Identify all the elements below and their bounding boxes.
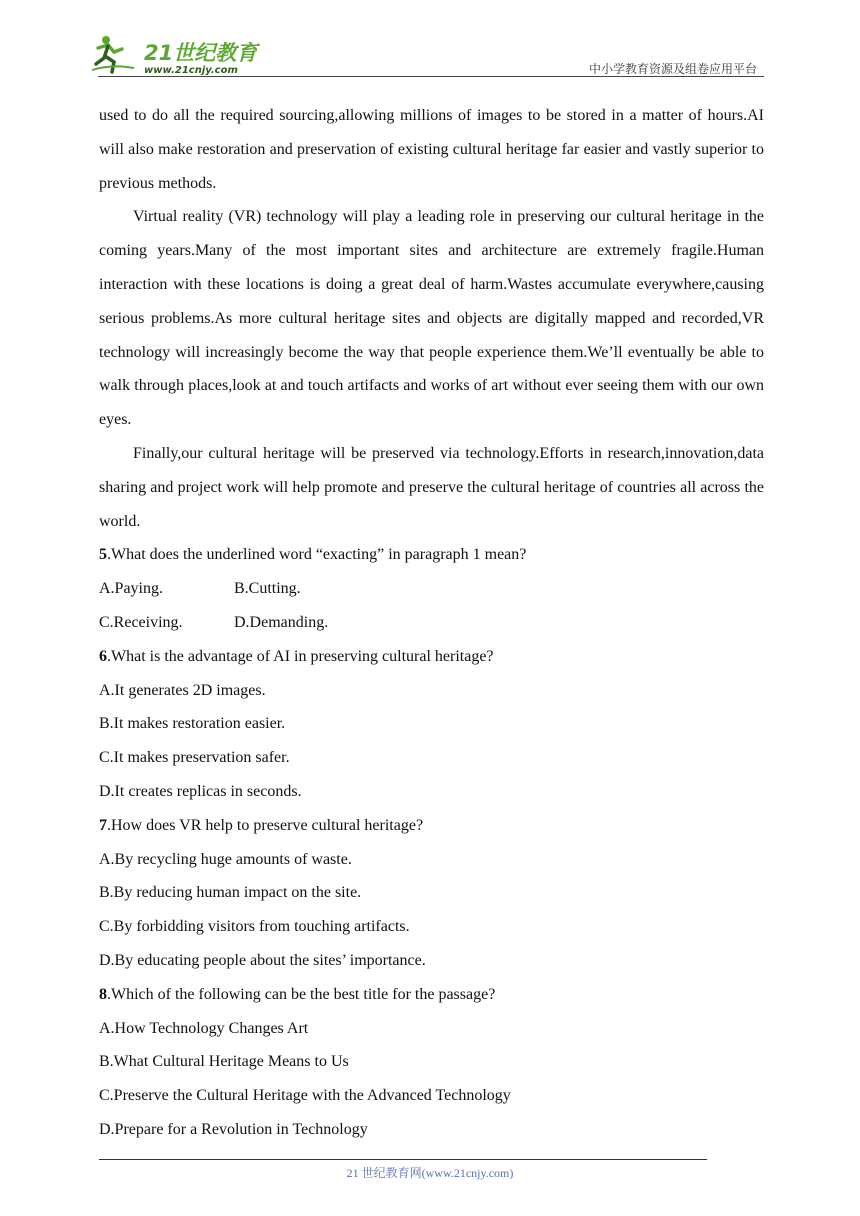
question-number: 6 — [99, 647, 107, 665]
question-6 — [99, 640, 764, 674]
option-c[interactable]: C.By forbidding visitors from touching artifacts. — [99, 918, 410, 936]
options-row — [99, 606, 764, 640]
question-5 — [99, 538, 764, 572]
option-d[interactable]: D.It creates replicas in seconds. — [99, 782, 302, 800]
option-a[interactable]: A.It generates 2D images. — [99, 681, 266, 699]
platform-name: 中小学教育资源及组卷应用平台 — [588, 62, 757, 76]
question-text: .How does VR help to preserve cultural heritage? — [107, 816, 424, 834]
option-d[interactable]: D.Demanding. — [234, 613, 329, 631]
question-number: 8 — [99, 985, 107, 1003]
option-a[interactable]: A.How Technology Changes Art — [99, 1019, 309, 1037]
site-logo[interactable] — [92, 34, 262, 78]
option-c[interactable]: C.Receiving. — [99, 613, 183, 631]
svg-text:www.21cnjy.com: www.21cnjy.com — [144, 65, 238, 76]
paragraph-continued: used to do all the required sourcing,allowing millions of images to be stored in a matter of hours.AI will also make restoration and preservation of existing cultural heritage far easier and vastly superior to previous methods. — [99, 107, 764, 192]
option-b[interactable]: B.Cutting. — [234, 580, 301, 598]
footer-divider — [99, 1159, 707, 1160]
option-c[interactable]: C.Preserve the Cultural Heritage with the Advanced Technology — [99, 1087, 511, 1105]
option-b[interactable]: B.What Cultural Heritage Means to Us — [99, 1053, 349, 1071]
question-7 — [99, 809, 764, 843]
paragraph-vr: Virtual reality (VR) technology will play a leading role in preserving our cultural heritage in the coming years.Many of the most important sites and architecture are extremely fragile.Human interaction with these locations is doing a great deal of harm.Wastes accumulate everywhere,causing serious problems.As more cultural heritage sites and objects are digitally mapped and recorded,VR technology will increasingly become the way that people experience them.We’ll eventually be able to walk through places,look at and touch artifacts and works of art without ever seeing them with our own eyes. — [99, 208, 764, 429]
option-b[interactable]: B.It makes restoration easier. — [99, 715, 286, 733]
footer-link[interactable]: 21 世纪教育网(www.21cnjy.com) — [346, 1166, 514, 1180]
option-a[interactable]: A.Paying. — [99, 580, 163, 598]
paragraph-finally: Finally,our cultural heritage will be preserved via technology.Efforts in research,innovation,data sharing and project work will help promote and preserve the cultural heritage of countries all across the world. — [99, 444, 764, 530]
question-8 — [99, 978, 764, 1012]
question-text: .Which of the following can be the best title for the passage? — [107, 985, 496, 1003]
document-body — [99, 99, 764, 1147]
question-text: .What does the underlined word “exacting” in paragraph 1 mean? — [107, 546, 527, 564]
option-d[interactable]: D.Prepare for a Revolution in Technology — [99, 1120, 368, 1138]
options-row — [99, 572, 764, 606]
option-a[interactable]: A.By recycling huge amounts of waste. — [99, 850, 352, 868]
svg-text:21世纪教育: 21世纪教育 — [144, 41, 258, 65]
runner-logo-icon — [92, 34, 262, 78]
page-header — [0, 0, 860, 80]
option-b[interactable]: B.By reducing human impact on the site. — [99, 884, 362, 902]
option-d[interactable]: D.By educating people about the sites’ importance. — [99, 951, 426, 969]
header-divider — [98, 76, 764, 77]
question-text: .What is the advantage of AI in preserving cultural heritage? — [107, 647, 494, 665]
question-number: 5 — [99, 546, 107, 564]
question-number: 7 — [99, 816, 107, 834]
option-c[interactable]: C.It makes preservation safer. — [99, 749, 290, 767]
